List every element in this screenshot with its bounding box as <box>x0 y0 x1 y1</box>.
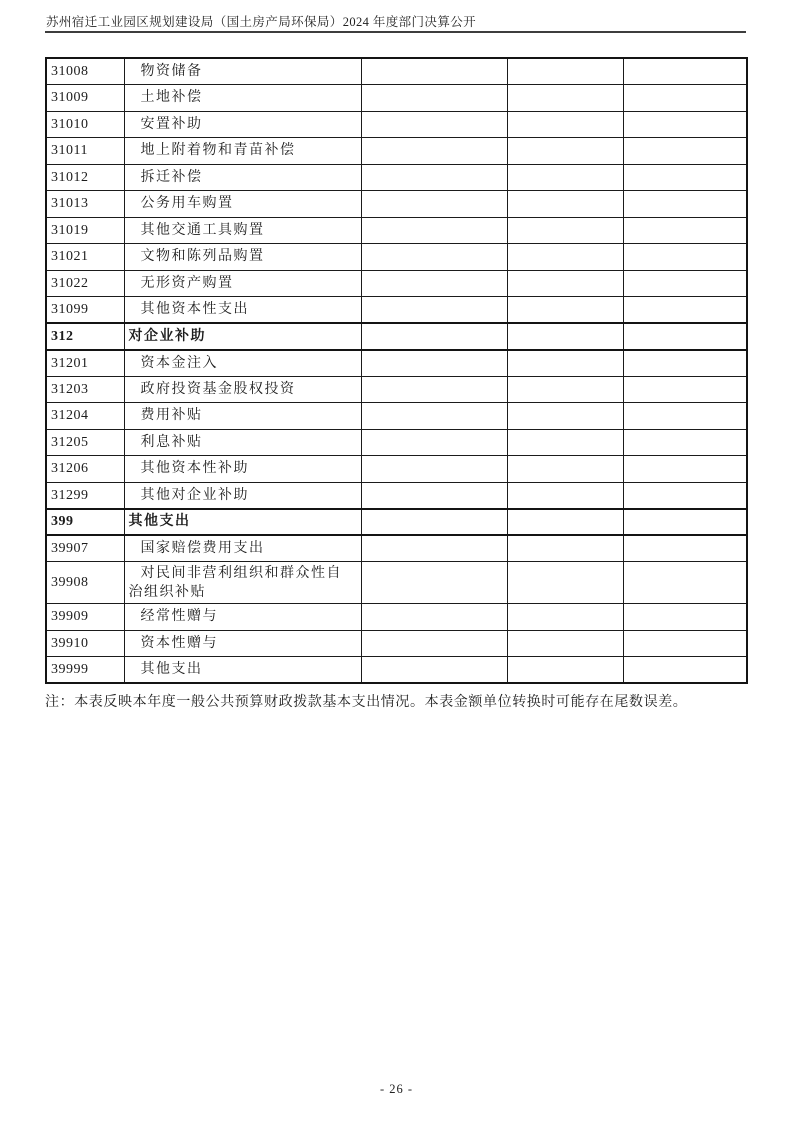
cell-amount-2 <box>507 323 623 350</box>
cell-amount-2 <box>507 482 623 509</box>
cell-amount-1 <box>361 217 507 244</box>
cell-name: 其他对企业补助 <box>124 482 361 509</box>
cell-amount-2 <box>507 138 623 165</box>
cell-amount-2 <box>507 562 623 604</box>
cell-amount-1 <box>361 509 507 536</box>
cell-code: 39909 <box>46 604 124 631</box>
cell-name: 经常性赠与 <box>124 604 361 631</box>
cell-name: 费用补贴 <box>124 403 361 430</box>
cell-name: 资本性赠与 <box>124 630 361 657</box>
cell-amount-3 <box>623 217 747 244</box>
table-row <box>46 630 747 657</box>
cell-amount-3 <box>623 403 747 430</box>
cell-amount-1 <box>361 164 507 191</box>
cell-amount-2 <box>507 604 623 631</box>
cell-name: 地上附着物和青苗补偿 <box>124 138 361 165</box>
cell-code: 31021 <box>46 244 124 271</box>
cell-code: 31204 <box>46 403 124 430</box>
cell-amount-2 <box>507 350 623 377</box>
cell-amount-1 <box>361 85 507 112</box>
cell-code: 31205 <box>46 429 124 456</box>
cell-amount-3 <box>623 270 747 297</box>
cell-amount-1 <box>361 350 507 377</box>
cell-amount-1 <box>361 138 507 165</box>
cell-amount-2 <box>507 244 623 271</box>
cell-code: 31201 <box>46 350 124 377</box>
table-row <box>46 244 747 271</box>
cell-amount-3 <box>623 630 747 657</box>
table-row <box>46 297 747 324</box>
cell-amount-1 <box>361 376 507 403</box>
cell-amount-2 <box>507 164 623 191</box>
cell-code: 39999 <box>46 657 124 684</box>
cell-code: 31011 <box>46 138 124 165</box>
cell-code: 31013 <box>46 191 124 218</box>
cell-name: 物资储备 <box>124 58 361 85</box>
cell-amount-3 <box>623 657 747 684</box>
cell-code: 31022 <box>46 270 124 297</box>
table-row <box>46 111 747 138</box>
cell-amount-3 <box>623 85 747 112</box>
cell-name: 其他交通工具购置 <box>124 217 361 244</box>
table-row <box>46 191 747 218</box>
cell-amount-1 <box>361 562 507 604</box>
cell-amount-2 <box>507 376 623 403</box>
cell-amount-2 <box>507 111 623 138</box>
cell-amount-2 <box>507 217 623 244</box>
table-row <box>46 350 747 377</box>
table-row <box>46 535 747 562</box>
cell-amount-3 <box>623 429 747 456</box>
table-row <box>46 403 747 430</box>
cell-name: 拆迁补偿 <box>124 164 361 191</box>
table-footnote: 注：本表反映本年度一般公共预算财政拨款基本支出情况。本表金额单位转换时可能存在尾数误差。 <box>45 695 688 710</box>
table-row <box>46 604 747 631</box>
cell-name: 公务用车购置 <box>124 191 361 218</box>
cell-code: 31203 <box>46 376 124 403</box>
cell-code: 312 <box>46 323 124 350</box>
cell-amount-3 <box>623 244 747 271</box>
cell-name: 土地补偿 <box>124 85 361 112</box>
cell-amount-2 <box>507 657 623 684</box>
cell-amount-3 <box>623 482 747 509</box>
cell-amount-1 <box>361 297 507 324</box>
table-section-row <box>46 509 747 536</box>
cell-amount-1 <box>361 535 507 562</box>
cell-amount-2 <box>507 509 623 536</box>
table-row <box>46 562 747 604</box>
cell-amount-1 <box>361 191 507 218</box>
cell-amount-3 <box>623 297 747 324</box>
table-row <box>46 657 747 684</box>
table-row <box>46 270 747 297</box>
table-row <box>46 456 747 483</box>
cell-amount-3 <box>623 58 747 85</box>
header-divider-rule <box>45 31 746 33</box>
cell-code: 31010 <box>46 111 124 138</box>
cell-amount-2 <box>507 630 623 657</box>
cell-code: 31099 <box>46 297 124 324</box>
table-row <box>46 376 747 403</box>
cell-name: 利息补贴 <box>124 429 361 456</box>
table-row <box>46 58 747 85</box>
cell-name: 政府投资基金股权投资 <box>124 376 361 403</box>
cell-code: 39907 <box>46 535 124 562</box>
cell-amount-3 <box>623 323 747 350</box>
cell-amount-1 <box>361 403 507 430</box>
page-footer <box>0 1082 793 1097</box>
cell-amount-1 <box>361 270 507 297</box>
cell-amount-3 <box>623 604 747 631</box>
cell-amount-1 <box>361 111 507 138</box>
cell-name: 其他支出 <box>124 657 361 684</box>
table-row <box>46 482 747 509</box>
table-row <box>46 429 747 456</box>
cell-name: 对民间非营利组织和群众性自治组织补贴 <box>124 562 361 604</box>
cell-name: 安置补助 <box>124 111 361 138</box>
cell-amount-1 <box>361 244 507 271</box>
cell-amount-3 <box>623 376 747 403</box>
table-row <box>46 164 747 191</box>
running-header-title: 苏州宿迁工业园区规划建设局（国土房产局环保局）2024 年度部门决算公开 <box>46 15 477 29</box>
cell-code: 39910 <box>46 630 124 657</box>
cell-name: 无形资产购置 <box>124 270 361 297</box>
cell-amount-2 <box>507 191 623 218</box>
cell-amount-3 <box>623 456 747 483</box>
cell-code: 31009 <box>46 85 124 112</box>
cell-code: 31019 <box>46 217 124 244</box>
cell-name: 对企业补助 <box>124 323 361 350</box>
cell-amount-1 <box>361 657 507 684</box>
cell-name: 国家赔偿费用支出 <box>124 535 361 562</box>
cell-amount-3 <box>623 509 747 536</box>
cell-amount-2 <box>507 297 623 324</box>
cell-amount-1 <box>361 323 507 350</box>
table-row <box>46 138 747 165</box>
cell-name: 资本金注入 <box>124 350 361 377</box>
cell-amount-2 <box>507 456 623 483</box>
table-row <box>46 217 747 244</box>
cell-name: 文物和陈列品购置 <box>124 244 361 271</box>
expenditure-table-body <box>46 58 747 683</box>
cell-amount-1 <box>361 630 507 657</box>
cell-amount-3 <box>623 562 747 604</box>
page-number: - 26 - <box>379 1082 414 1096</box>
table-section-row <box>46 323 747 350</box>
cell-amount-3 <box>623 350 747 377</box>
cell-code: 31299 <box>46 482 124 509</box>
cell-amount-1 <box>361 482 507 509</box>
cell-amount-3 <box>623 164 747 191</box>
cell-amount-2 <box>507 429 623 456</box>
cell-amount-2 <box>507 535 623 562</box>
cell-name: 其他资本性支出 <box>124 297 361 324</box>
cell-amount-3 <box>623 138 747 165</box>
cell-name: 其他支出 <box>124 509 361 536</box>
cell-amount-3 <box>623 191 747 218</box>
cell-name: 其他资本性补助 <box>124 456 361 483</box>
cell-amount-2 <box>507 270 623 297</box>
cell-code: 39908 <box>46 562 124 604</box>
cell-amount-1 <box>361 429 507 456</box>
cell-amount-3 <box>623 111 747 138</box>
cell-code: 31206 <box>46 456 124 483</box>
cell-amount-1 <box>361 604 507 631</box>
cell-amount-2 <box>507 403 623 430</box>
cell-code: 399 <box>46 509 124 536</box>
table-row <box>46 85 747 112</box>
cell-code: 31012 <box>46 164 124 191</box>
cell-amount-1 <box>361 58 507 85</box>
cell-code: 31008 <box>46 58 124 85</box>
expenditure-classification-table <box>45 57 748 684</box>
cell-amount-2 <box>507 58 623 85</box>
cell-amount-1 <box>361 456 507 483</box>
cell-amount-2 <box>507 85 623 112</box>
cell-amount-3 <box>623 535 747 562</box>
